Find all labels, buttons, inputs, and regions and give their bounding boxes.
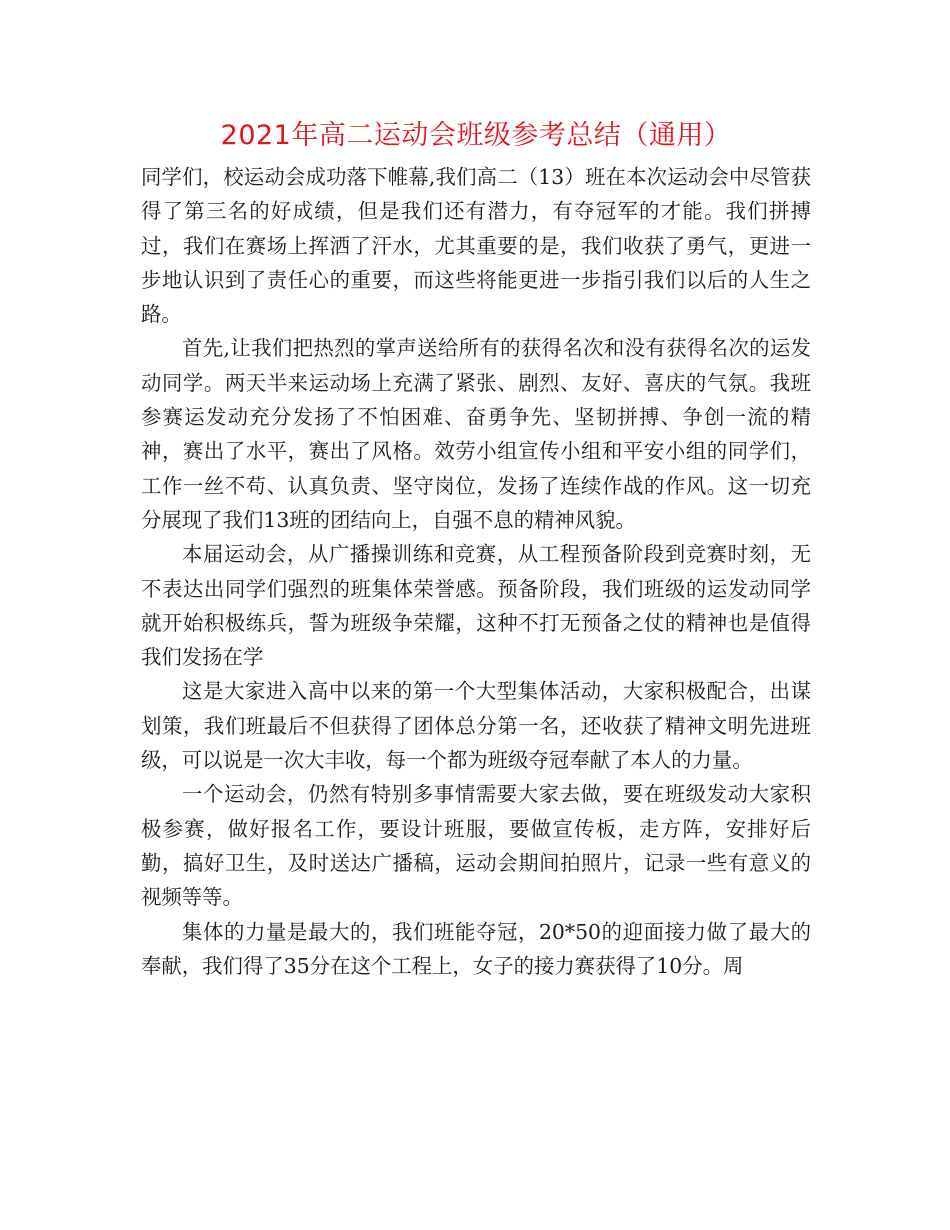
paragraph-3: 本届运动会，从广播操训练和竞赛，从工程预备阶段到竞赛时刻，无不表达出同学们强烈的班集体荣誉感。预备阶段，我们班级的运发动同学就开始积极练兵，誓为班级争荣耀，这种不打无预备之仗的精神也是值得我们发扬在学 [141, 542, 811, 670]
paragraph-6: 集体的力量是最大的，我们班能夺冠，20*50的迎面接力做了最大的奉献，我们得了35分在这个工程上，女子的接力赛获得了10分。周 [141, 919, 811, 978]
document-page [141, 118, 811, 983]
document-title: 2021年高二运动会班级参考总结（通用） [220, 120, 732, 151]
paragraph-5: 一个运动会，仍然有特别多事情需要大家去做，要在班级发动大家积极参赛，做好报名工作，要设计班服，要做宣传板，走方阵，安排好后勤，搞好卫生，及时送达广播稿，运动会期间拍照片，记录一些有意义的视频等等。 [141, 782, 811, 910]
paragraph-4: 这是大家进入高中以来的第一个大型集体活动，大家积极配合，出谋划策，我们班最后不但获得了团体总分第一名，还收获了精神文明先进班级，可以说是一次大丰收，每一个都为班级夺冠奉献了本人的力量。 [141, 679, 811, 773]
paragraph-2: 首先,让我们把热烈的掌声送给所有的获得名次和没有获得名次的运发动同学。两天半来运动场上充满了紧张、剧烈、友好、喜庆的气氛。我班参赛运发动充分发扬了不怕困难、奋勇争先、坚韧拼搏、争创一流的精神，赛出了水平，赛出了风格。效劳小组宣传小组和平安小组的同学们，工作一丝不苟、认真负责、坚守岗位，发扬了连续作战的作风。这一切充分展现了我们13班的团结向上，自强不息的精神风貌。 [141, 336, 811, 532]
paragraph-1: 同学们，校运动会成功落下帷幕,我们高二（13）班在本次运动会中尽管获得了第三名的好成绩，但是我们还有潜力，有夺冠军的才能。我们拼搏过，我们在赛场上挥洒了汗水，尤其重要的是，我们收获了勇气，更进一步地认识到了责任心的重要，而这些将能更进一步指引我们以后的人生之路。 [141, 165, 811, 327]
